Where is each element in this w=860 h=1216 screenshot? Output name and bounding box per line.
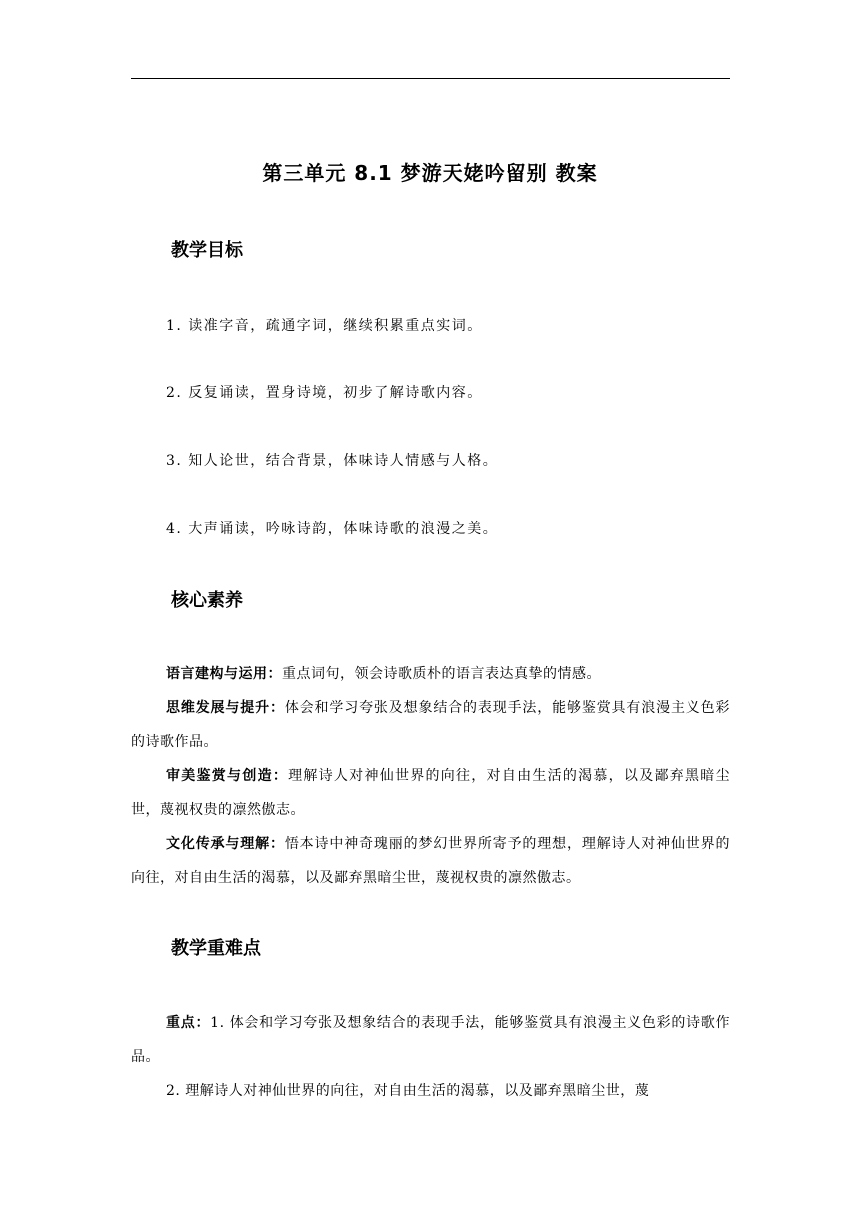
goal-item-4: 4. 大声诵读，吟咏诗韵，体味诗歌的浪漫之美。 <box>166 521 499 537</box>
keypoint-text: 2. 理解诗人对神仙世界的向往，对自由生活的渴慕，以及鄙弃黑暗尘世，蔑 <box>166 1083 650 1099</box>
literacy-text: 理解诗人对神仙世界的向往，对自由生活的渴慕，以及鄙弃黑暗尘世，蔑视权贵的凛然傲志。 <box>131 768 731 818</box>
section-heading-literacy: 核心素养 <box>171 590 243 611</box>
section-heading-goals: 教学目标 <box>171 240 243 261</box>
literacy-label: 文化传承与理解： <box>166 836 285 852</box>
literacy-text: 体会和学习夸张及想象结合的表现手法，能够鉴赏具有浪漫主义色彩的诗歌作品。 <box>131 700 730 750</box>
goal-item-2: 2. 反复诵读，置身诗境，初步了解诗歌内容。 <box>166 385 483 401</box>
literacy-item-thinking <box>131 691 730 759</box>
literacy-item-aesthetic <box>131 759 730 827</box>
literacy-item-culture <box>131 827 730 895</box>
keypoint-2 <box>131 1074 730 1108</box>
header-rule <box>131 78 730 79</box>
keypoint-1 <box>131 1006 730 1074</box>
literacy-text: 悟本诗中神奇瑰丽的梦幻世界所寄予的理想，理解诗人对神仙世界的向往，对自由生活的渴慕，以及鄙弃黑暗尘世，蔑视权贵的凛然傲志。 <box>131 836 730 886</box>
goal-item-1: 1. 读准字音，疏通字词，继续积累重点实词。 <box>166 318 483 334</box>
literacy-text: 重点词句，领会诗歌质朴的语言表达真挚的情感。 <box>282 666 601 682</box>
literacy-label: 语言建构与运用： <box>166 666 282 682</box>
section-heading-keypoints: 教学重难点 <box>171 938 261 959</box>
literacy-label: 思维发展与提升： <box>166 700 285 716</box>
literacy-item-language <box>131 657 730 691</box>
keypoint-text: 1. 体会和学习夸张及想象结合的表现手法，能够鉴赏具有浪漫主义色彩的诗歌作品。 <box>131 1015 731 1065</box>
goal-item-3: 3. 知人论世，结合背景，体味诗人情感与人格。 <box>166 453 499 469</box>
literacy-label: 审美鉴赏与创造： <box>166 768 289 784</box>
keypoint-label: 重点： <box>166 1015 211 1031</box>
document-title: 第三单元 8.1 梦游天姥吟留别 教案 <box>262 161 598 185</box>
